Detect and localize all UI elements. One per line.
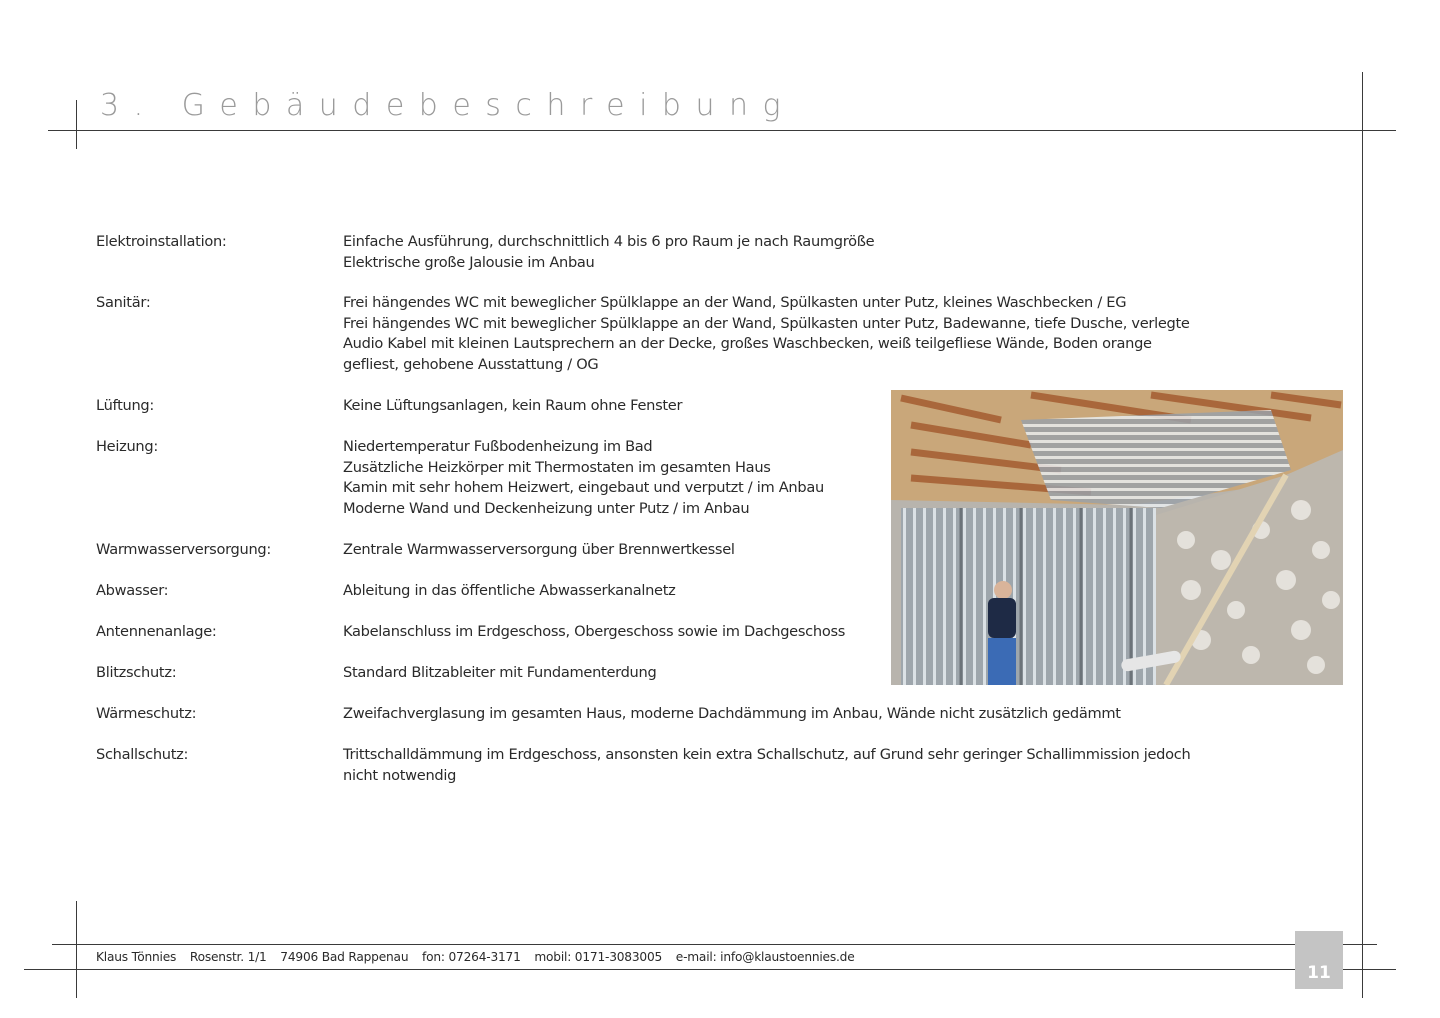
spec-label: Abwasser: (96, 582, 169, 599)
spec-label: Elektroinstallation: (96, 233, 227, 250)
spec-line: Frei hängendes WC mit beweglicher Spülklappe an der Wand, Spülkasten unter Putz, kleines Waschbecken / EG (343, 294, 1127, 311)
spec-value (343, 232, 1193, 273)
header-rule (48, 130, 1396, 131)
right-vertical-rule (1362, 72, 1363, 998)
footer-left-tick (76, 901, 77, 998)
spec-line: Zusätzliche Heizkörper mit Thermostaten im gesamten Haus (343, 458, 771, 476)
spec-value (343, 293, 1193, 375)
spec-line: Kabelanschluss im Erdgeschoss, Obergeschoss sowie im Dachgeschoss (343, 623, 846, 640)
spec-label: Schallschutz: (96, 746, 189, 763)
construction-photo (891, 390, 1343, 685)
spec-line: nicht notwendig (343, 766, 457, 784)
header-left-tick (76, 100, 77, 149)
spec-line: Ableitung in das öffentliche Abwasserkanalnetz (343, 582, 676, 599)
footer-contact (96, 950, 865, 964)
spec-line: Frei hängendes WC mit beweglicher Spülklappe an der Wand, Spülkasten unter Putz, Badewanne, tiefe Dusche, verlegte (343, 314, 1190, 332)
spec-line: Zentrale Warmwasserversorgung über Brennwertkessel (343, 541, 735, 558)
spec-line: Einfache Ausführung, durchschnittlich 4 bis 6 pro Raum je nach Raumgröße (343, 233, 875, 250)
page-number-box (1295, 931, 1343, 989)
spec-line: Moderne Wand und Deckenheizung unter Putz / im Anbau (343, 499, 750, 517)
spec-line: gefliest, gehobene Ausstattung / OG (343, 355, 599, 373)
footer-rule-bottom (24, 969, 1396, 970)
footer-street: Rosenstr. 1/1 (189, 950, 267, 964)
page-title: 3. Gebäudebeschreibung (100, 88, 795, 123)
footer-name: Klaus Tönnies (96, 950, 177, 964)
footer-mobile: mobil: 0171-3083005 (534, 950, 663, 964)
page-number: 11 (1307, 963, 1331, 983)
spec-line: Keine Lüftungsanlagen, kein Raum ohne Fenster (343, 397, 683, 414)
spec-label: Heizung: (96, 438, 158, 455)
spec-label: Sanitär: (96, 294, 151, 311)
footer-phone: fon: 07264-3171 (422, 950, 521, 964)
spec-line: Standard Blitzableiter mit Fundamenterdung (343, 664, 657, 681)
spec-label: Wärmeschutz: (96, 705, 197, 722)
spec-value (343, 745, 1193, 786)
spec-line: Trittschalldämmung im Erdgeschoss, ansonsten kein extra Schallschutz, auf Grund sehr geringer Schallimmission jedoch (343, 746, 1191, 763)
spec-value (343, 704, 1193, 725)
spec-label: Lüftung: (96, 397, 155, 414)
spec-line: Zweifachverglasung im gesamten Haus, moderne Dachdämmung im Anbau, Wände nicht zusätzlich gedämmt (343, 705, 1121, 722)
spec-line: Elektrische große Jalousie im Anbau (343, 253, 595, 271)
footer-rule-top (52, 944, 1377, 945)
spec-line: Niedertemperatur Fußbodenheizung im Bad (343, 438, 653, 455)
footer-email: e-mail: info@klaustoennies.de (675, 950, 855, 964)
spec-label: Antennenanlage: (96, 623, 217, 640)
footer-city: 74906 Bad Rappenau (280, 950, 409, 964)
spec-line: Audio Kabel mit kleinen Lautsprechern an der Decke, großes Waschbecken, weiß teilgefliese Wände, Boden orange (343, 335, 1152, 352)
spec-label: Warmwasserversorgung: (96, 541, 271, 558)
spec-line: Kamin mit sehr hohem Heizwert, eingebaut und verputzt / im Anbau (343, 479, 824, 496)
spec-label: Blitzschutz: (96, 664, 177, 681)
